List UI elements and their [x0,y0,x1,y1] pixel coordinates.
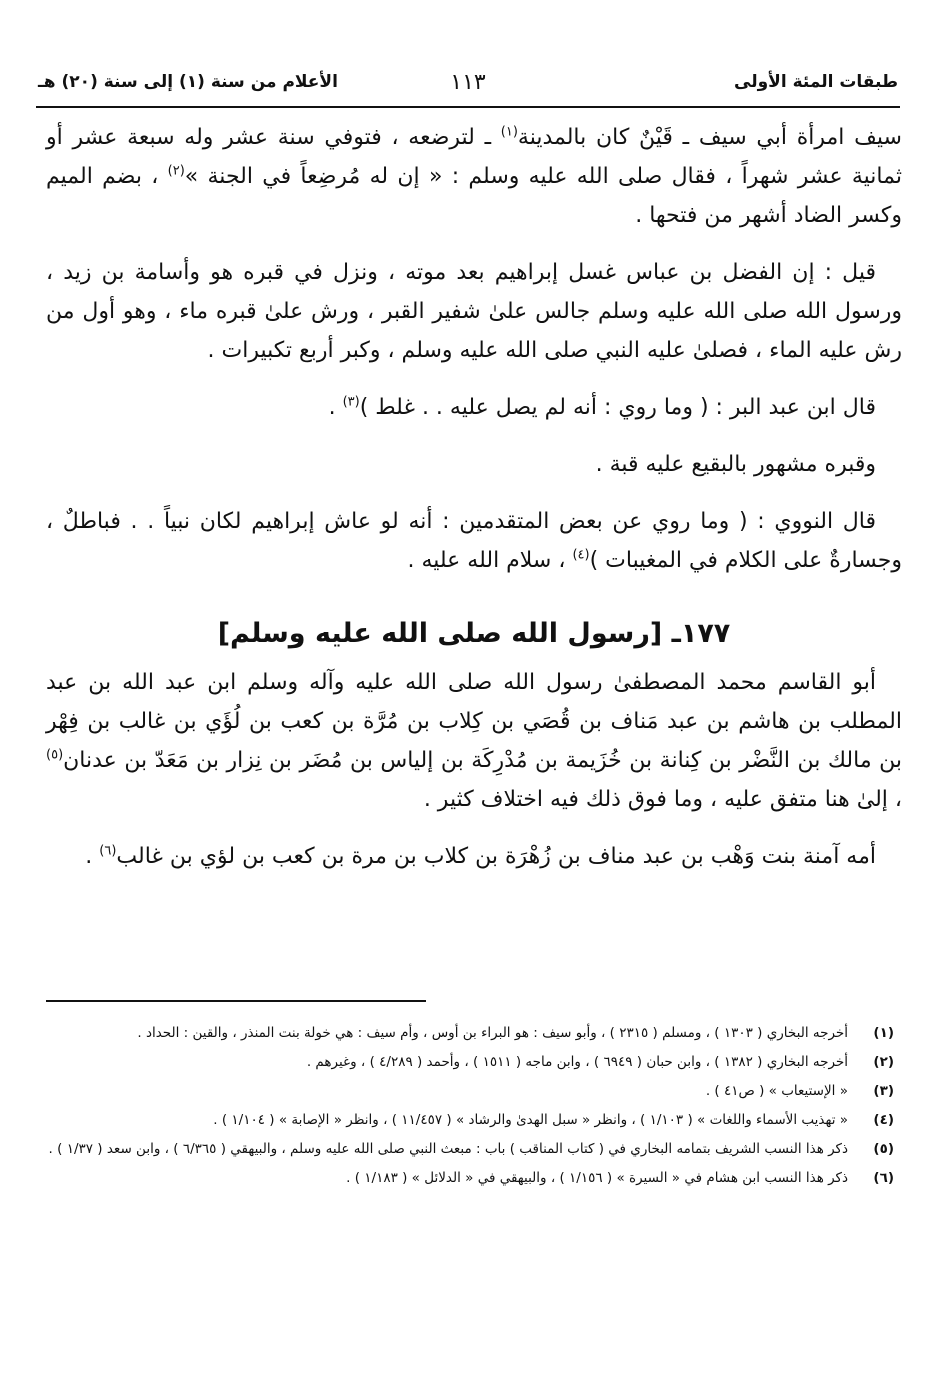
footnote-ref: (٦) [99,843,117,859]
paragraph-text: قال النووي : ( وما روي عن بعض المتقدمين : أنه لو عاش إبراهيم لكان نبياً . . فباطلٌ ، وجسارةٌ على الكلام في المغيبات ) [46,509,902,573]
paragraph [46,663,902,819]
footnote-number: (٦) [873,1170,894,1186]
paragraph [46,502,902,580]
footnote-ref: (٢) [167,163,185,179]
footnote [46,1049,894,1076]
header-rule [36,106,900,108]
footnote [46,1020,894,1047]
paragraph [46,445,902,484]
footnote-number: (٣) [873,1083,894,1099]
paragraph-text: ، بضم الميم وكسر الضاد أشهر من فتحها . [46,164,902,228]
footnote-text: ذكر هذا النسب ابن هشام في « السيرة » ( ١/١٥٦ ) ، والبيهقي في « الدلائل » ( ١/١٨٣ ) . [346,1170,848,1186]
paragraph [46,118,902,235]
footnote [46,1136,894,1163]
footnote [46,1107,894,1134]
paragraph-text: . [328,395,343,420]
paragraph-text: قيل : إن الفضل بن عباس غسل إبراهيم بعد موته ، ونزل في قبره هو وأسامة بن زيد ، ورسول الله صلى الله عليه وسلم جالس علىٰ شفير القبر ، ورش علىٰ قبره ماء ، وهو أول من رش عليه الماء ، فصلىٰ عليه النبي صلى الله عليه وسلم ، وكبر أربع تكبيرات . [46,260,902,363]
footnote-number: (٢) [873,1054,894,1070]
footnote-text: ذكر هذا النسب الشريف بتمامه البخاري في ( كتاب المناقب ) باب : مبعث النبي صلى الله عليه وسلم ، والبيهقي ( ٦/٣٦٥ ) ، وابن سعد ( ١/٣٧ ) . [48,1141,848,1157]
paragraph-text: ، إلىٰ هنا متفق عليه ، وما فوق ذلك فيه اختلاف كثير . [423,787,902,812]
footnote [46,1165,894,1192]
paragraph-text: . [85,844,100,869]
page-number: ١١٣ [450,70,486,95]
footnote-rule [46,1000,426,1002]
paragraph-text: وقبره مشهور بالبقيع عليه قبة . [595,452,876,477]
paragraph-text: قال ابن عبد البر : ( وما روي : أنه لم يصل عليه . . غلط ) [359,395,876,420]
entry-title: ١٧٧ـ [رسول الله صلى الله عليه وسلم] [217,618,731,649]
footnote-ref: (٤) [572,547,590,563]
paragraph [46,388,902,427]
paragraph-text: أبو القاسم محمد المصطفىٰ رسول الله صلى الله عليه وآله وسلم ابن عبد الله بن عبد المطلب بن هاشم بن عبد مَناف بن قُصَي بن كِلاب بن مُرَّة بن كعب بن لُؤَي بن غالب بن فِهْر بن مالك بن النَّضْر بن كِنانة بن خُزَيمة بن مُدْرِكَة بن إلياس بن مُضَر بن نِزار بن مَعَدّ بن عدنان [46,670,902,773]
footnote [46,1078,894,1105]
footnote-ref: (٥) [46,747,64,763]
paragraph [46,837,902,876]
footnote-ref: (٣) [342,394,360,410]
paragraph-text: أمه آمنة بنت وَهْب بن عبد مناف بن زُهْرَة بن كلاب بن مرة بن كعب بن لؤي بن غالب [116,844,876,869]
footnote-number: (٤) [873,1112,894,1128]
footnote-number: (٥) [873,1141,894,1157]
section-title: الأعلام من سنة (١) إلى سنة (٢٠) هـ [38,72,338,92]
footnote-text: « الإستيعاب » ( ص٤١ ) . [705,1083,848,1099]
paragraph-text: سيف امرأة أبي سيف ـ قَيْنٌ كان بالمدينة [517,125,902,150]
paragraph [46,253,902,370]
footnote-text: « تهذيب الأسماء واللغات » ( ١/١٠٣ ) ، وانظر « سبل الهدىٰ والرشاد » ( ١١/٤٥٧ ) ، وانظر « الإصابة » ( ١/١٠٤ ) . [213,1112,848,1128]
footnote-text: أخرجه البخاري ( ١٣٠٣ ) ، ومسلم ( ٢٣١٥ ) ، وأبو سيف : هو البراء بن أوس ، وأم سيف : هي خولة بنت المنذر ، والقين : الحداد . [137,1025,848,1041]
footnote-ref: (١) [500,124,518,140]
paragraph-text: ، سلام الله عليه . [407,548,573,573]
main-text [46,118,902,894]
running-header [38,70,898,102]
paragraph-text: ـ لترضعه ، فتوفي سنة عشر وله سبعة عشر أو ثمانية عشر شهراً ، فقال صلى الله عليه وسلم : « إن له مُرضِعاً في الجنة » [46,125,902,189]
footnote-text: أخرجه البخاري ( ١٣٨٢ ) ، وابن حبان ( ٦٩٤٩ ) ، وابن ماجه ( ١٥١١ ) ، وأحمد ( ٤/٢٨٩ ) ، وغيرهم . [306,1054,848,1070]
footnotes [46,1020,894,1194]
book-title: طبقات المئة الأولى [734,72,898,92]
footnote-number: (١) [873,1025,894,1041]
